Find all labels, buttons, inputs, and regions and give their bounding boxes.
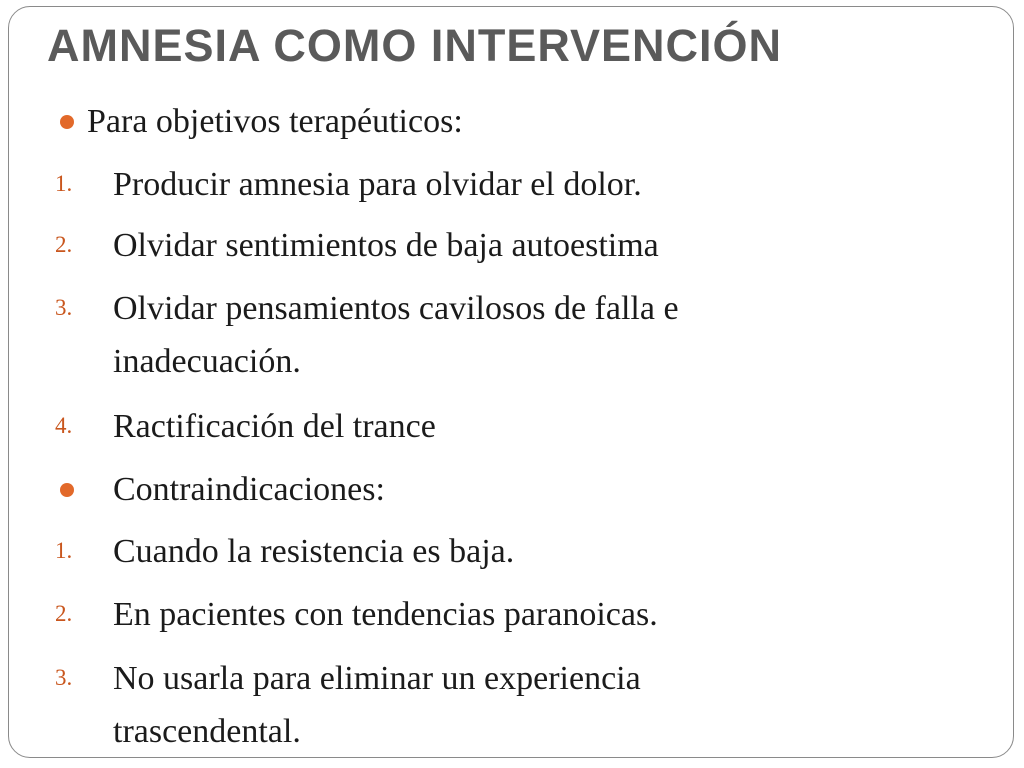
slide-title: AMNESIA COMO INTERVENCIÓN — [47, 20, 783, 71]
list-item-text: Contraindicaciones: — [113, 471, 385, 508]
list-item-text: En pacientes con tendencias paranoicas. — [113, 596, 658, 633]
list-item-number: 1. — [55, 538, 73, 563]
list-item-number: 3. — [55, 665, 73, 690]
bullet-dot-icon — [60, 115, 74, 129]
list-item-text: Producir amnesia para olvidar el dolor. — [113, 166, 642, 203]
list-item-text: No usarla para eliminar un experiencia trascendental. — [113, 660, 641, 750]
list-item-number: 2. — [55, 232, 73, 257]
list-item-number: 2. — [55, 601, 73, 626]
list-item-text: Olvidar sentimientos de baja autoestima — [113, 227, 659, 264]
list-item-text: Para objetivos terapéuticos: — [87, 103, 463, 140]
list-item-number: 4. — [55, 413, 73, 438]
list-item-number: 1. — [55, 171, 73, 196]
list-item-text: Cuando la resistencia es baja. — [113, 533, 515, 570]
list-item-text: Olvidar pensamientos cavilosos de falla e inadecuación. — [113, 290, 679, 380]
bullet-dot-icon — [60, 483, 74, 497]
list-item-text: Ractificación del trance — [113, 408, 436, 445]
list-item-number: 3. — [55, 295, 73, 320]
